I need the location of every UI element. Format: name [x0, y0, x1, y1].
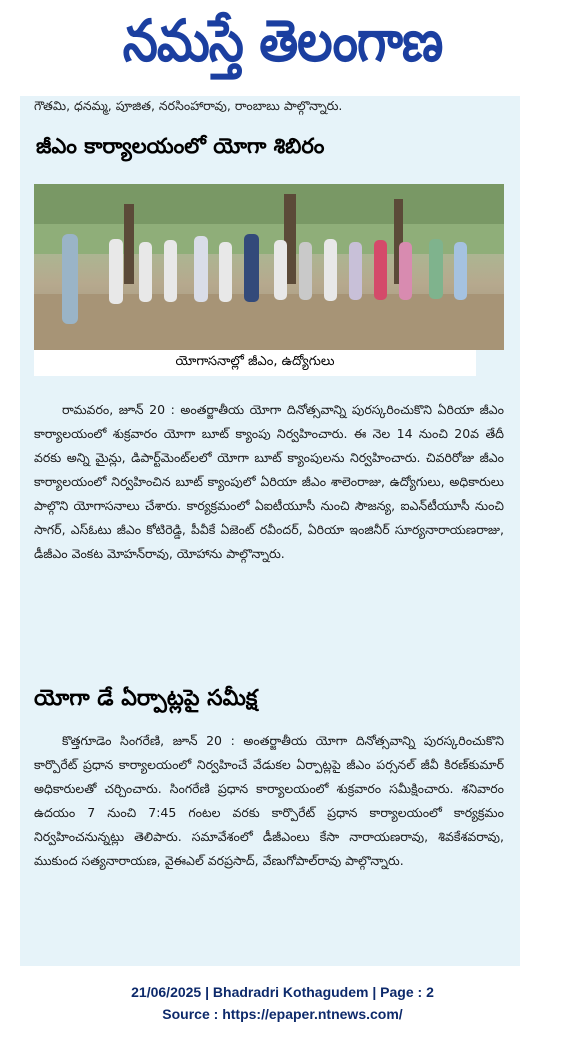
yoga-photo — [34, 184, 504, 350]
paragraph-yoga-day-review: కొత్తగూడెం సింగరేణి, జూన్ 20 : అంతర్జాతీయ యోగా దినోత్సవాన్ని పురస్కరించుకొని కార్పొరేట్ ప్రధాన కార్యాలయంలో నిర్వహించే వేడుకల ఏర్పాట్లపై జీఎం పర్సనల్ జీవీ కిరణ్‌కుమార్ అధికారులతో చర్చించారు. సింగరేణి ప్రధాన కార్యాలయంలో శుక్రవారం సమీక్షించారు. శనివారం ఉదయం 7 నుంచి 7:45 గంటల వరకు కార్పొరేట్ ప్రధాన కార్యాలయంలో కార్యక్రమం నిర్వహించనున్నట్లు తెలిపారు. సమావేశంలో డీజీఎంలు కేసా నారాయణరావు, శివకేశవరావు, ముకుంద సత్యనారాయణ, వైఈఎల్ వరప్రసాద్, వేణుగోపాల్‌రావు పాల్గొన్నారు. — [34, 733, 504, 868]
masthead — [0, 0, 565, 96]
news-clipping — [20, 96, 520, 966]
headline-yoga-day-review: యోగా డే ఏర్పాట్లపై సమీక్ష — [34, 686, 258, 711]
cut-top-line: గౌతమి, ధనమ్మ, పూజిత, నరసింహారావు, రాంబాబు పాల్గొన్నారు. — [34, 98, 343, 113]
footer-source: Source : https://epaper.ntnews.com/ — [162, 1006, 403, 1022]
footer-date-edition: 21/06/2025 | Bhadradri Kothagudem | Page : 2 — [131, 984, 434, 1000]
paragraph-gm-yoga-camp: రామవరం, జూన్ 20 : అంతర్జాతీయ యోగా దినోత్సవాన్ని పురస్కరించుకొని ఏరియా జీఎం కార్యాలయంలో శుక్రవారం యోగా బూట్ క్యాంపు నిర్వహించారు. ఈ నెల 14 నుంచి 20వ తేదీ వరకు అన్ని మైన్లు, డిపార్ట్‌మెంట్‌లలో యోగా బూట్ క్యాంపులను నిర్వహించారు. చివరిరోజు జీఎం కార్యాలయంలో నిర్వహించిన బూట్ క్యాంపులో ఏరియా జీఎం శాలెంరాజు, ఉద్యోగులు, అధికారులు పాల్గొని యోగాసనాలు చేశారు. కార్యక్రమంలో ఏఐటీయూసీ నుంచి సౌజన్య, ఐఎన్‌టీయూసీ నుంచి సాగర్, ఎస్‌ఓటు జీఎం కోటిరెడ్డి, పీవీకే ఏజెంట్ రవీందర్, ఏరియా ఇంజినీర్ సూర్యనారాయణరాజు, డీజీఎం వెంకట మోహన్‌రావు, యోహాను పాల్గొన్నారు. — [34, 402, 504, 561]
masthead-title: నమస్తే తెలంగాణ — [122, 7, 443, 74]
headline-gm-yoga-camp: జీఎం కార్యాలయంలో యోగా శిబిరం — [36, 134, 325, 158]
photo-caption: యోగాసనాల్లో జీఎం, ఉద్యోగులు — [34, 350, 476, 376]
clipping-content — [34, 96, 510, 868]
